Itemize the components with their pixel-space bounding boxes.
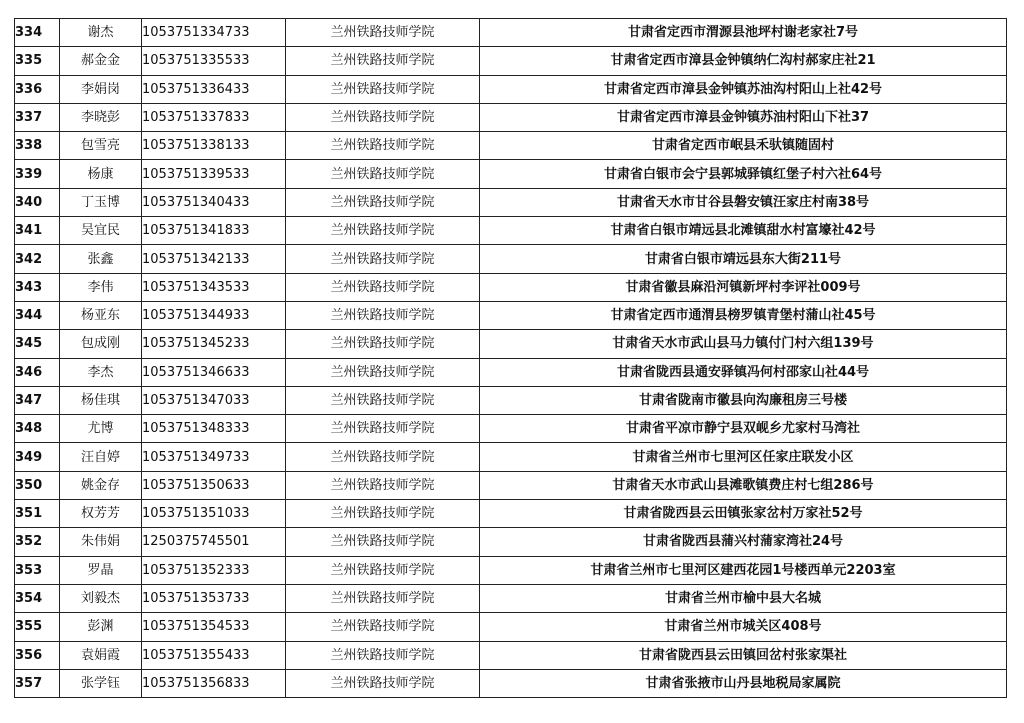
id-number-cell: 1053751351033 [142,500,286,528]
id-number-cell: 1053751353733 [142,584,286,612]
school-name-cell: 兰州铁路技师学院 [286,556,480,584]
person-name-cell: 权芳芳 [60,500,142,528]
table-row [15,301,1007,329]
school-name-cell: 兰州铁路技师学院 [286,443,480,471]
table-row [15,471,1007,499]
table-row [15,188,1007,216]
address-cell: 甘肃省天水市武山县滩歌镇费庄村七组286号 [480,471,1007,499]
table-row [15,19,1007,47]
row-number-cell: 334 [15,19,60,47]
school-name-cell: 兰州铁路技师学院 [286,330,480,358]
address-cell: 甘肃省定西市漳县金钟镇苏油村阳山下社37 [480,103,1007,131]
address-cell: 甘肃省定西市漳县金钟镇纳仁沟村郝家庄社21 [480,47,1007,75]
school-name-cell: 兰州铁路技师学院 [286,471,480,499]
address-cell: 甘肃省白银市靖远县北滩镇甜水村富壕社42号 [480,217,1007,245]
table-row [15,160,1007,188]
id-number-cell: 1053751342133 [142,245,286,273]
table-row [15,669,1007,697]
school-name-cell: 兰州铁路技师学院 [286,415,480,443]
row-number-cell: 354 [15,584,60,612]
row-number-cell: 344 [15,301,60,329]
table-row [15,443,1007,471]
row-number-cell: 348 [15,415,60,443]
address-cell: 甘肃省天水市甘谷县磐安镇汪家庄村南38号 [480,188,1007,216]
roster-body [15,19,1007,698]
address-cell: 甘肃省陇南市徽县向沟廉租房三号楼 [480,386,1007,414]
person-name-cell: 吴宜民 [60,217,142,245]
id-number-cell: 1053751352333 [142,556,286,584]
table-row [15,500,1007,528]
table-row [15,103,1007,131]
address-cell: 甘肃省兰州市城关区408号 [480,613,1007,641]
address-cell: 甘肃省定西市通渭县榜罗镇青堡村蒲山社45号 [480,301,1007,329]
table-row [15,386,1007,414]
address-cell: 甘肃省陇西县蒲兴村蒲家湾社24号 [480,528,1007,556]
table-row [15,358,1007,386]
school-name-cell: 兰州铁路技师学院 [286,613,480,641]
id-number-cell: 1053751356833 [142,669,286,697]
address-cell: 甘肃省定西市漳县金钟镇苏油沟村阳山上社42号 [480,75,1007,103]
id-number-cell: 1053751350633 [142,471,286,499]
school-name-cell: 兰州铁路技师学院 [286,273,480,301]
row-number-cell: 342 [15,245,60,273]
person-name-cell: 张学钰 [60,669,142,697]
person-name-cell: 张鑫 [60,245,142,273]
person-name-cell: 刘毅杰 [60,584,142,612]
table-row [15,75,1007,103]
person-name-cell: 彭渊 [60,613,142,641]
address-cell: 甘肃省陇西县通安驿镇冯何村邵家山社44号 [480,358,1007,386]
id-number-cell: 1053751354533 [142,613,286,641]
row-number-cell: 337 [15,103,60,131]
school-name-cell: 兰州铁路技师学院 [286,47,480,75]
row-number-cell: 338 [15,132,60,160]
table-row [15,245,1007,273]
row-number-cell: 336 [15,75,60,103]
address-cell: 甘肃省白银市会宁县郭城驿镇红堡子村六社64号 [480,160,1007,188]
person-name-cell: 袁娟霞 [60,641,142,669]
id-number-cell: 1053751341833 [142,217,286,245]
id-number-cell: 1053751345233 [142,330,286,358]
row-number-cell: 341 [15,217,60,245]
address-cell: 甘肃省平凉市静宁县双岘乡尤家村马湾社 [480,415,1007,443]
address-cell: 甘肃省天水市武山县马力镇付门村六组139号 [480,330,1007,358]
row-number-cell: 353 [15,556,60,584]
row-number-cell: 347 [15,386,60,414]
row-number-cell: 356 [15,641,60,669]
table-row [15,528,1007,556]
id-number-cell: 1053751349733 [142,443,286,471]
school-name-cell: 兰州铁路技师学院 [286,103,480,131]
id-number-cell: 1053751339533 [142,160,286,188]
person-name-cell: 朱伟娟 [60,528,142,556]
school-name-cell: 兰州铁路技师学院 [286,160,480,188]
row-number-cell: 335 [15,47,60,75]
address-cell: 甘肃省兰州市榆中县大名城 [480,584,1007,612]
school-name-cell: 兰州铁路技师学院 [286,358,480,386]
row-number-cell: 351 [15,500,60,528]
table-row [15,47,1007,75]
person-name-cell: 杨康 [60,160,142,188]
table-row [15,330,1007,358]
row-number-cell: 352 [15,528,60,556]
id-number-cell: 1053751334733 [142,19,286,47]
person-name-cell: 罗晶 [60,556,142,584]
table-row [15,613,1007,641]
row-number-cell: 350 [15,471,60,499]
id-number-cell: 1250375745501 [142,528,286,556]
table-row [15,415,1007,443]
address-cell: 甘肃省陇西县云田镇回岔村张家渠社 [480,641,1007,669]
table-row [15,273,1007,301]
address-cell: 甘肃省定西市渭源县池坪村谢老家社7号 [480,19,1007,47]
school-name-cell: 兰州铁路技师学院 [286,188,480,216]
person-name-cell: 包成刚 [60,330,142,358]
person-name-cell: 李伟 [60,273,142,301]
school-name-cell: 兰州铁路技师学院 [286,500,480,528]
person-name-cell: 包雪亮 [60,132,142,160]
address-cell: 甘肃省白银市靖远县东大街211号 [480,245,1007,273]
school-name-cell: 兰州铁路技师学院 [286,217,480,245]
person-name-cell: 李晓彭 [60,103,142,131]
row-number-cell: 355 [15,613,60,641]
table-row [15,556,1007,584]
table-row [15,584,1007,612]
address-cell: 甘肃省徽县麻沿河镇新坪村李评社009号 [480,273,1007,301]
address-cell: 甘肃省兰州市七里河区建西花园1号楼西单元2203室 [480,556,1007,584]
id-number-cell: 1053751343533 [142,273,286,301]
school-name-cell: 兰州铁路技师学院 [286,75,480,103]
id-number-cell: 1053751340433 [142,188,286,216]
school-name-cell: 兰州铁路技师学院 [286,301,480,329]
school-name-cell: 兰州铁路技师学院 [286,19,480,47]
person-name-cell: 姚金存 [60,471,142,499]
id-number-cell: 1053751335533 [142,47,286,75]
id-number-cell: 1053751348333 [142,415,286,443]
row-number-cell: 343 [15,273,60,301]
person-name-cell: 丁玉博 [60,188,142,216]
id-number-cell: 1053751336433 [142,75,286,103]
school-name-cell: 兰州铁路技师学院 [286,669,480,697]
school-name-cell: 兰州铁路技师学院 [286,528,480,556]
address-cell: 甘肃省张掖市山丹县地税局家属院 [480,669,1007,697]
person-name-cell: 汪自婷 [60,443,142,471]
row-number-cell: 346 [15,358,60,386]
address-cell: 甘肃省定西市岷县禾驮镇随固村 [480,132,1007,160]
person-name-cell: 李娟岗 [60,75,142,103]
person-name-cell: 谢杰 [60,19,142,47]
id-number-cell: 1053751346633 [142,358,286,386]
row-number-cell: 339 [15,160,60,188]
table-row [15,132,1007,160]
row-number-cell: 349 [15,443,60,471]
id-number-cell: 1053751338133 [142,132,286,160]
address-cell: 甘肃省陇西县云田镇张家岔村万家社52号 [480,500,1007,528]
id-number-cell: 1053751337833 [142,103,286,131]
row-number-cell: 345 [15,330,60,358]
person-name-cell: 郝金金 [60,47,142,75]
person-name-cell: 杨亚东 [60,301,142,329]
roster-table [14,18,1007,698]
address-cell: 甘肃省兰州市七里河区任家庄联发小区 [480,443,1007,471]
school-name-cell: 兰州铁路技师学院 [286,641,480,669]
person-name-cell: 尤博 [60,415,142,443]
person-name-cell: 李杰 [60,358,142,386]
person-name-cell: 杨佳琪 [60,386,142,414]
id-number-cell: 1053751355433 [142,641,286,669]
id-number-cell: 1053751347033 [142,386,286,414]
school-name-cell: 兰州铁路技师学院 [286,132,480,160]
row-number-cell: 357 [15,669,60,697]
table-row [15,217,1007,245]
school-name-cell: 兰州铁路技师学院 [286,386,480,414]
school-name-cell: 兰州铁路技师学院 [286,584,480,612]
table-row [15,641,1007,669]
school-name-cell: 兰州铁路技师学院 [286,245,480,273]
row-number-cell: 340 [15,188,60,216]
id-number-cell: 1053751344933 [142,301,286,329]
